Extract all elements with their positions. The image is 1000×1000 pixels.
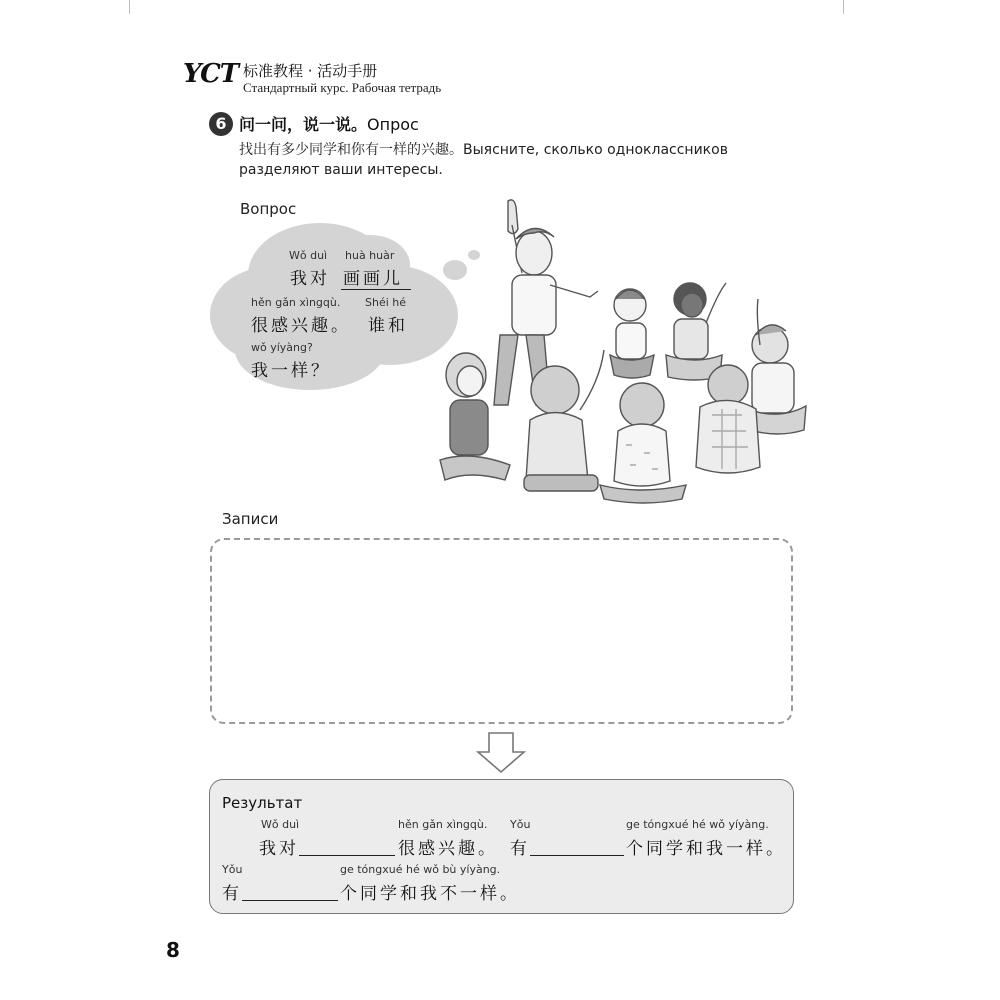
answer-blank[interactable] [530, 855, 624, 856]
bubble-pinyin: Shéi hé [365, 296, 407, 309]
exercise-instruction: 找出有多少同学和你有一样的兴趣。Выясните, сколько одноклассников разделяют ваши интересы. [239, 142, 728, 178]
bubble-text: 我一样？ [251, 361, 331, 381]
exercise-number-badge: 6 [209, 112, 233, 136]
header-title-cn: 标准教程 · 活动手册 [243, 62, 378, 80]
result-pinyin: Yǒu [510, 818, 531, 831]
bubble-text-underlined: 画画儿 [341, 264, 411, 290]
result-text: 我对 [259, 839, 299, 859]
bubble-text: 谁和 [368, 316, 408, 336]
bubble-text: 很感兴趣。 [251, 316, 351, 336]
question-label: Вопрос [240, 200, 297, 218]
result-pinyin: hěn gǎn xìngqù. [398, 818, 488, 831]
answer-blank[interactable] [242, 900, 338, 901]
down-arrow-icon [476, 732, 526, 774]
result-text: 有 [510, 839, 530, 859]
notes-label: Записи [222, 510, 279, 528]
exercise-title [239, 112, 419, 135]
bubble-text: 我对 [290, 269, 330, 289]
page-number: 8 [166, 938, 180, 962]
result-pinyin: Wǒ duì [261, 818, 300, 831]
answer-blank[interactable] [299, 855, 395, 856]
result-label: Результат [222, 794, 303, 812]
result-pinyin: ge tóngxué hé wǒ yíyàng. [626, 818, 769, 831]
children-illustration [430, 195, 815, 510]
bubble-pinyin: Wǒ duì [289, 249, 328, 262]
exercise-title-cn: 问一问，说一说。 [239, 115, 368, 134]
bubble-pinyin: wǒ yíyàng? [251, 341, 313, 354]
result-pinyin: Yǒu [222, 863, 243, 876]
bubble-pinyin: hěn gǎn xìngqù. [251, 296, 341, 309]
result-text: 有 [222, 884, 242, 904]
crop-mark [129, 0, 130, 14]
exercise-title-ru: Опрос [367, 115, 419, 134]
header-title-ru: Стандартный курс. Рабочая тетрадь [243, 80, 442, 95]
crop-mark [843, 0, 844, 14]
result-text: 个同学和我一样。 [626, 839, 786, 859]
bubble-pinyin: huà huàr [345, 249, 395, 262]
result-pinyin: ge tóngxué hé wǒ bù yíyàng. [340, 863, 501, 876]
yct-logo: YCT [183, 59, 239, 89]
notes-box[interactable] [210, 538, 793, 724]
result-text: 个同学和我不一样。 [340, 884, 520, 904]
result-text: 很感兴趣。 [398, 839, 498, 859]
